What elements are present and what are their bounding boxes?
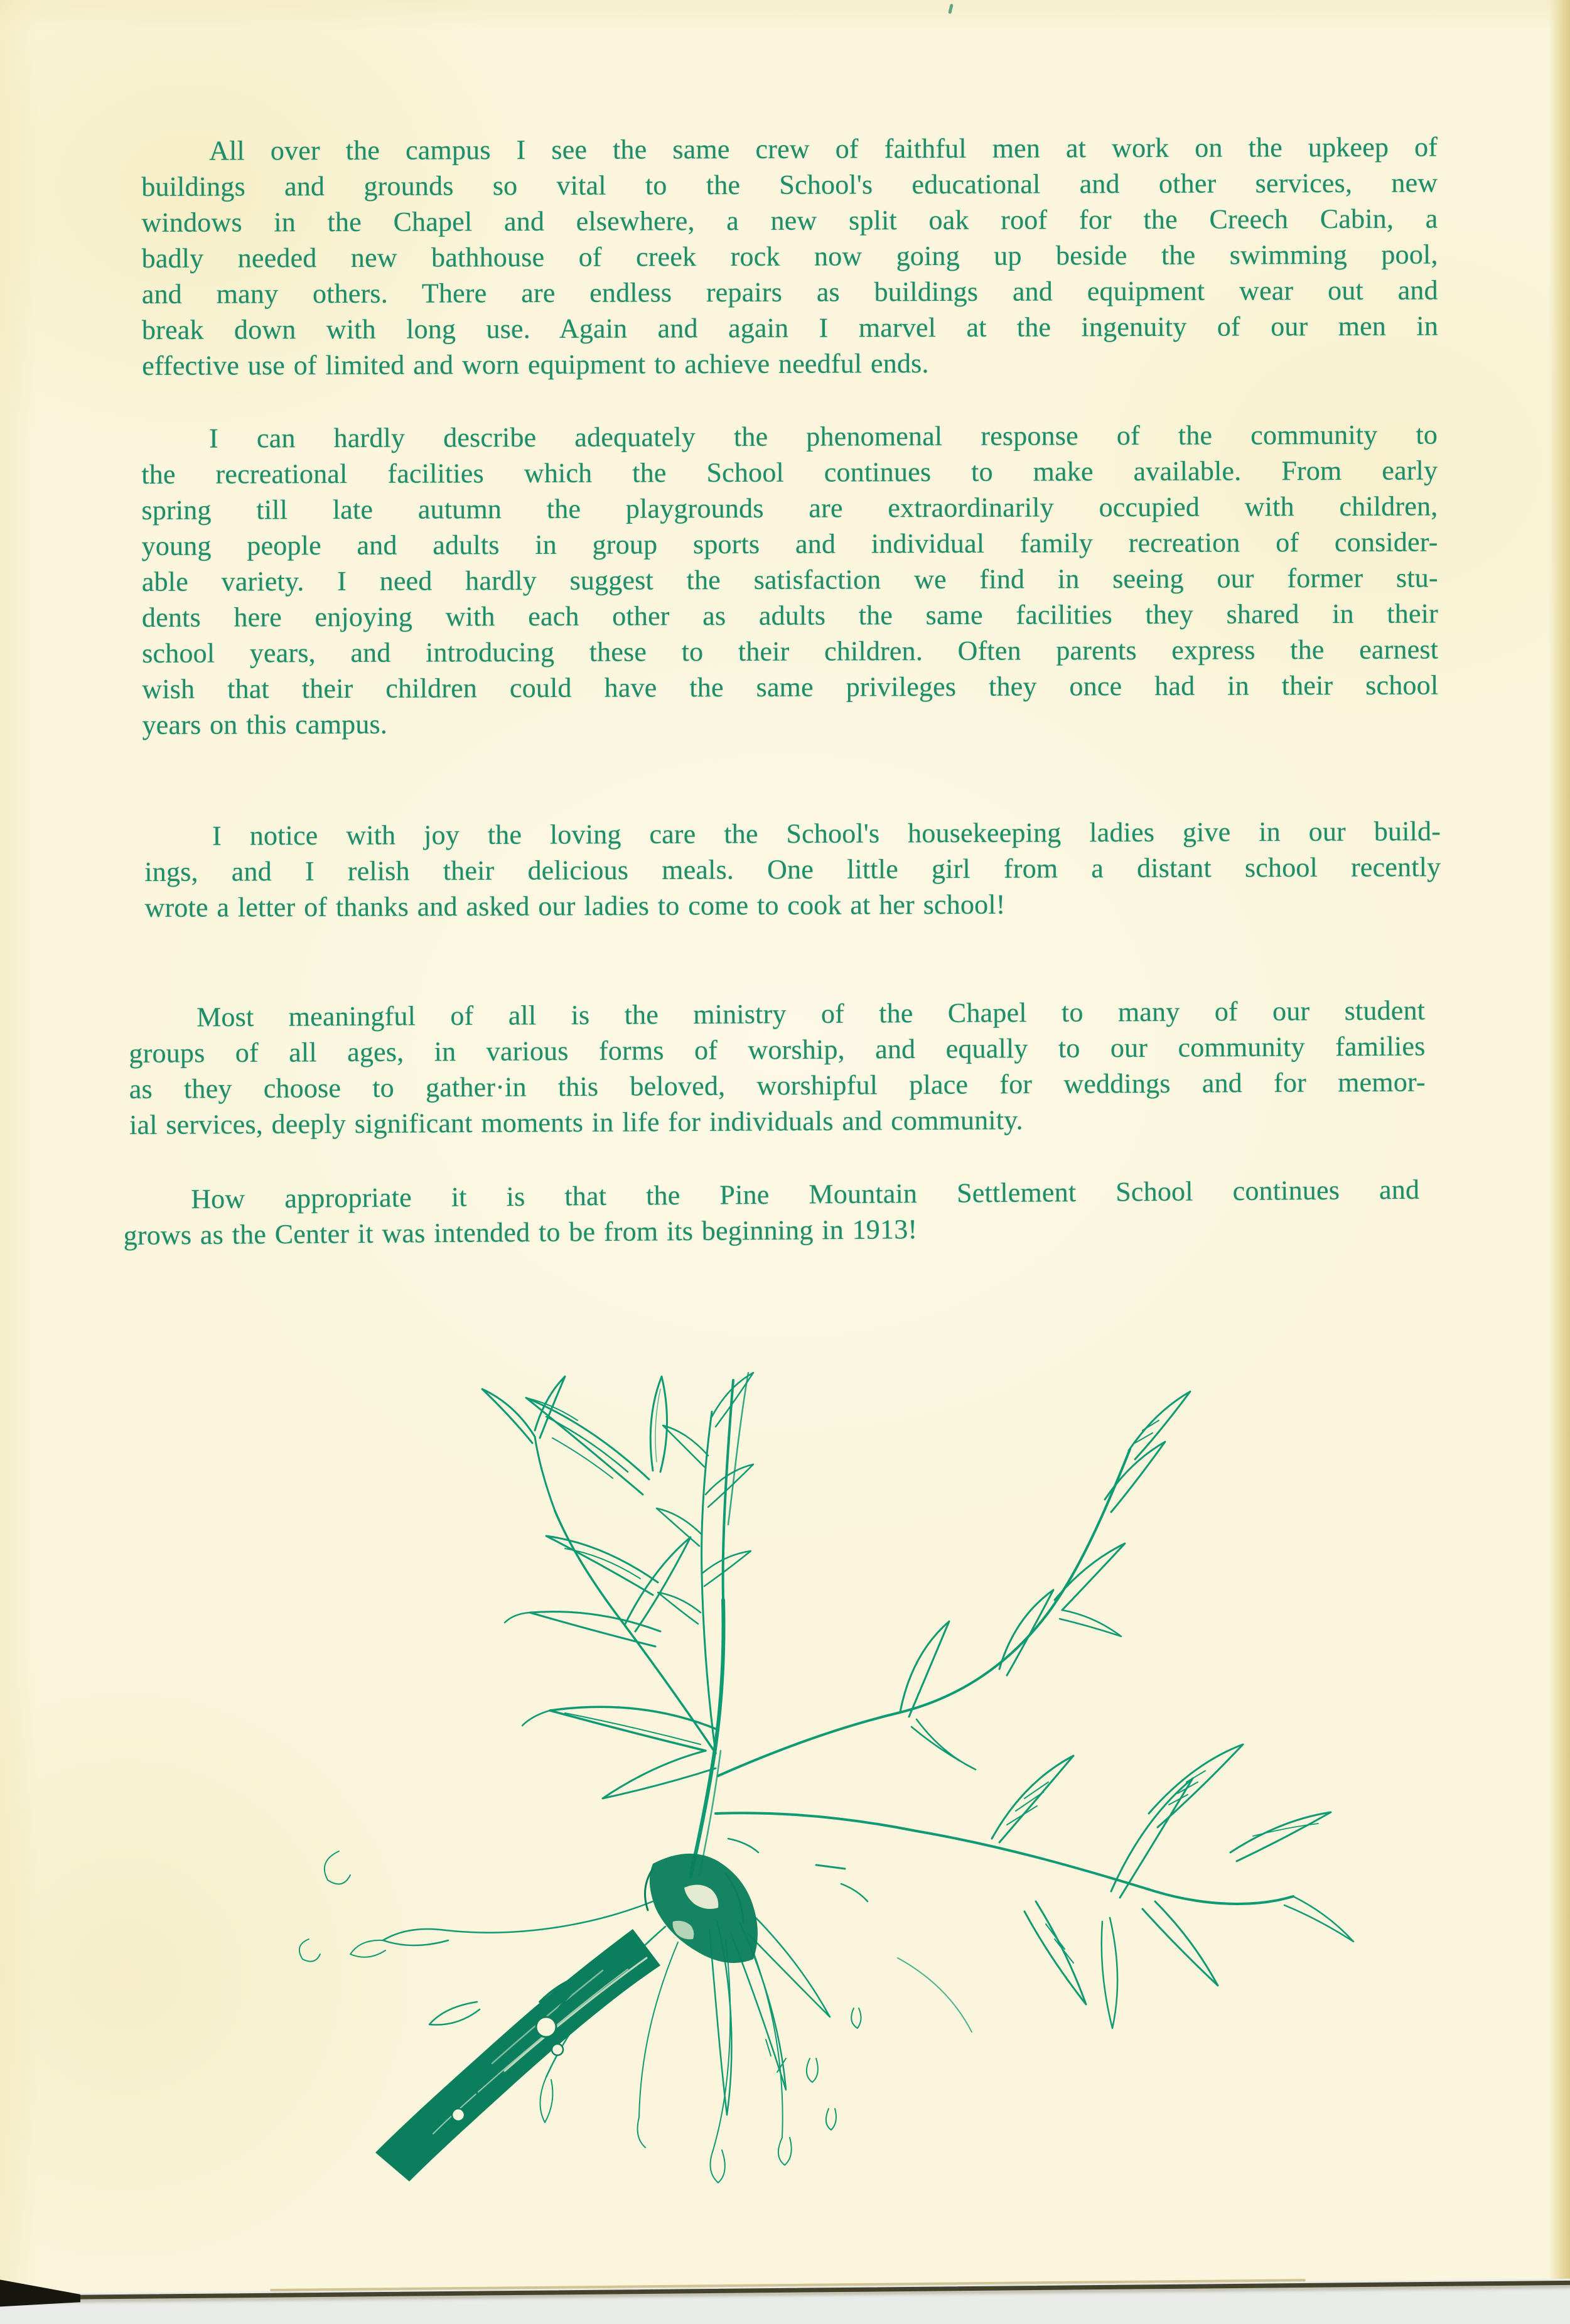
sketch-dashes xyxy=(766,1865,972,2072)
text-line: ial services, deeply significant moments in life for individuals and community. xyxy=(129,1105,1023,1140)
text-line: spring till late autumn the playgrounds are extraordinarily occupied with children, xyxy=(141,490,1438,526)
text-line: ings, and I relish their delicious meals. One little girl from a distant school recently xyxy=(144,851,1441,887)
text-line: grows as the Center it was intended to be from its beginning in 1913! xyxy=(123,1214,918,1251)
text-line: and many others. There are endless repairs as buildings and equipment wear out and xyxy=(141,274,1438,310)
paragraph xyxy=(144,813,1441,926)
upper-right-branch xyxy=(718,1392,1190,1776)
text-line: windows in the Chapel and elsewhere, a new split oak roof for the Creech Cabin, a xyxy=(141,203,1438,238)
text-line: effective use of limited and worn equipment to achieve needful ends. xyxy=(142,348,929,381)
text-line: How appropriate it is that the Pine Mountain Settlement School continues and xyxy=(191,1174,1420,1215)
paragraph xyxy=(123,1172,1420,1253)
letter-text-column xyxy=(123,131,1441,1253)
text-line: school years, and introducing these to their children. Often parents express the earnest xyxy=(142,634,1439,669)
woody-twig xyxy=(375,1929,660,2181)
branch-illustration xyxy=(251,1336,1368,2197)
text-line: years on this campus. xyxy=(142,708,388,740)
junction-knot xyxy=(645,1854,758,1963)
text-line: young people and adults in group sports and individual family recreation of consider- xyxy=(141,526,1438,561)
paragraph xyxy=(141,129,1438,384)
text-line: dents here enjoying with each other as adults the same facilities they shared in their xyxy=(141,598,1439,633)
text-line: groups of all ages, in various forms of worship, and equally to our community families xyxy=(129,1030,1426,1069)
text-line: wrote a letter of thanks and asked our ladies to come to cook at her school! xyxy=(144,889,1006,923)
text-line: break down with long use. Again and again I marvel at the ingenuity of our men in xyxy=(141,310,1439,345)
text-line: wish that their children could have the same privileges they once had in their school xyxy=(142,669,1439,705)
text-line: Most meaningful of all is the ministry of the Chapel to many of our student xyxy=(196,995,1426,1033)
branch-sketch-svg xyxy=(251,1336,1368,2197)
text-line: I notice with joy the loving care the School's housekeeping ladies give in our build- xyxy=(212,816,1441,851)
text-line: as they choose to gather·in this beloved, worshipful place for weddings and for memor- xyxy=(129,1066,1426,1105)
paragraph xyxy=(141,417,1439,743)
bottom-left-corner-wedge xyxy=(0,2278,80,2306)
text-line: able variety. I need hardly suggest the satisfaction we find in seeing our former stu- xyxy=(141,562,1438,597)
text-line: badly needed new bathhouse of creek rock now going up beside the swimming pool, xyxy=(141,239,1438,274)
paragraph xyxy=(129,992,1426,1143)
middle-shoot xyxy=(657,1373,753,1753)
left-shoot xyxy=(482,1376,717,1798)
text-line: I can hardly describe adequately the phenomenal response of the community to xyxy=(209,419,1438,454)
text-line: the recreational facilities which the School continues to make available. From early xyxy=(141,455,1438,490)
scan-speck xyxy=(948,4,954,14)
text-line: buildings and grounds so vital to the School's educational and other services, new xyxy=(141,167,1438,202)
page-right-edge-band xyxy=(1549,0,1570,2293)
text-line: All over the campus I see the same crew of faithful men at work on the upkeep of xyxy=(209,131,1438,166)
